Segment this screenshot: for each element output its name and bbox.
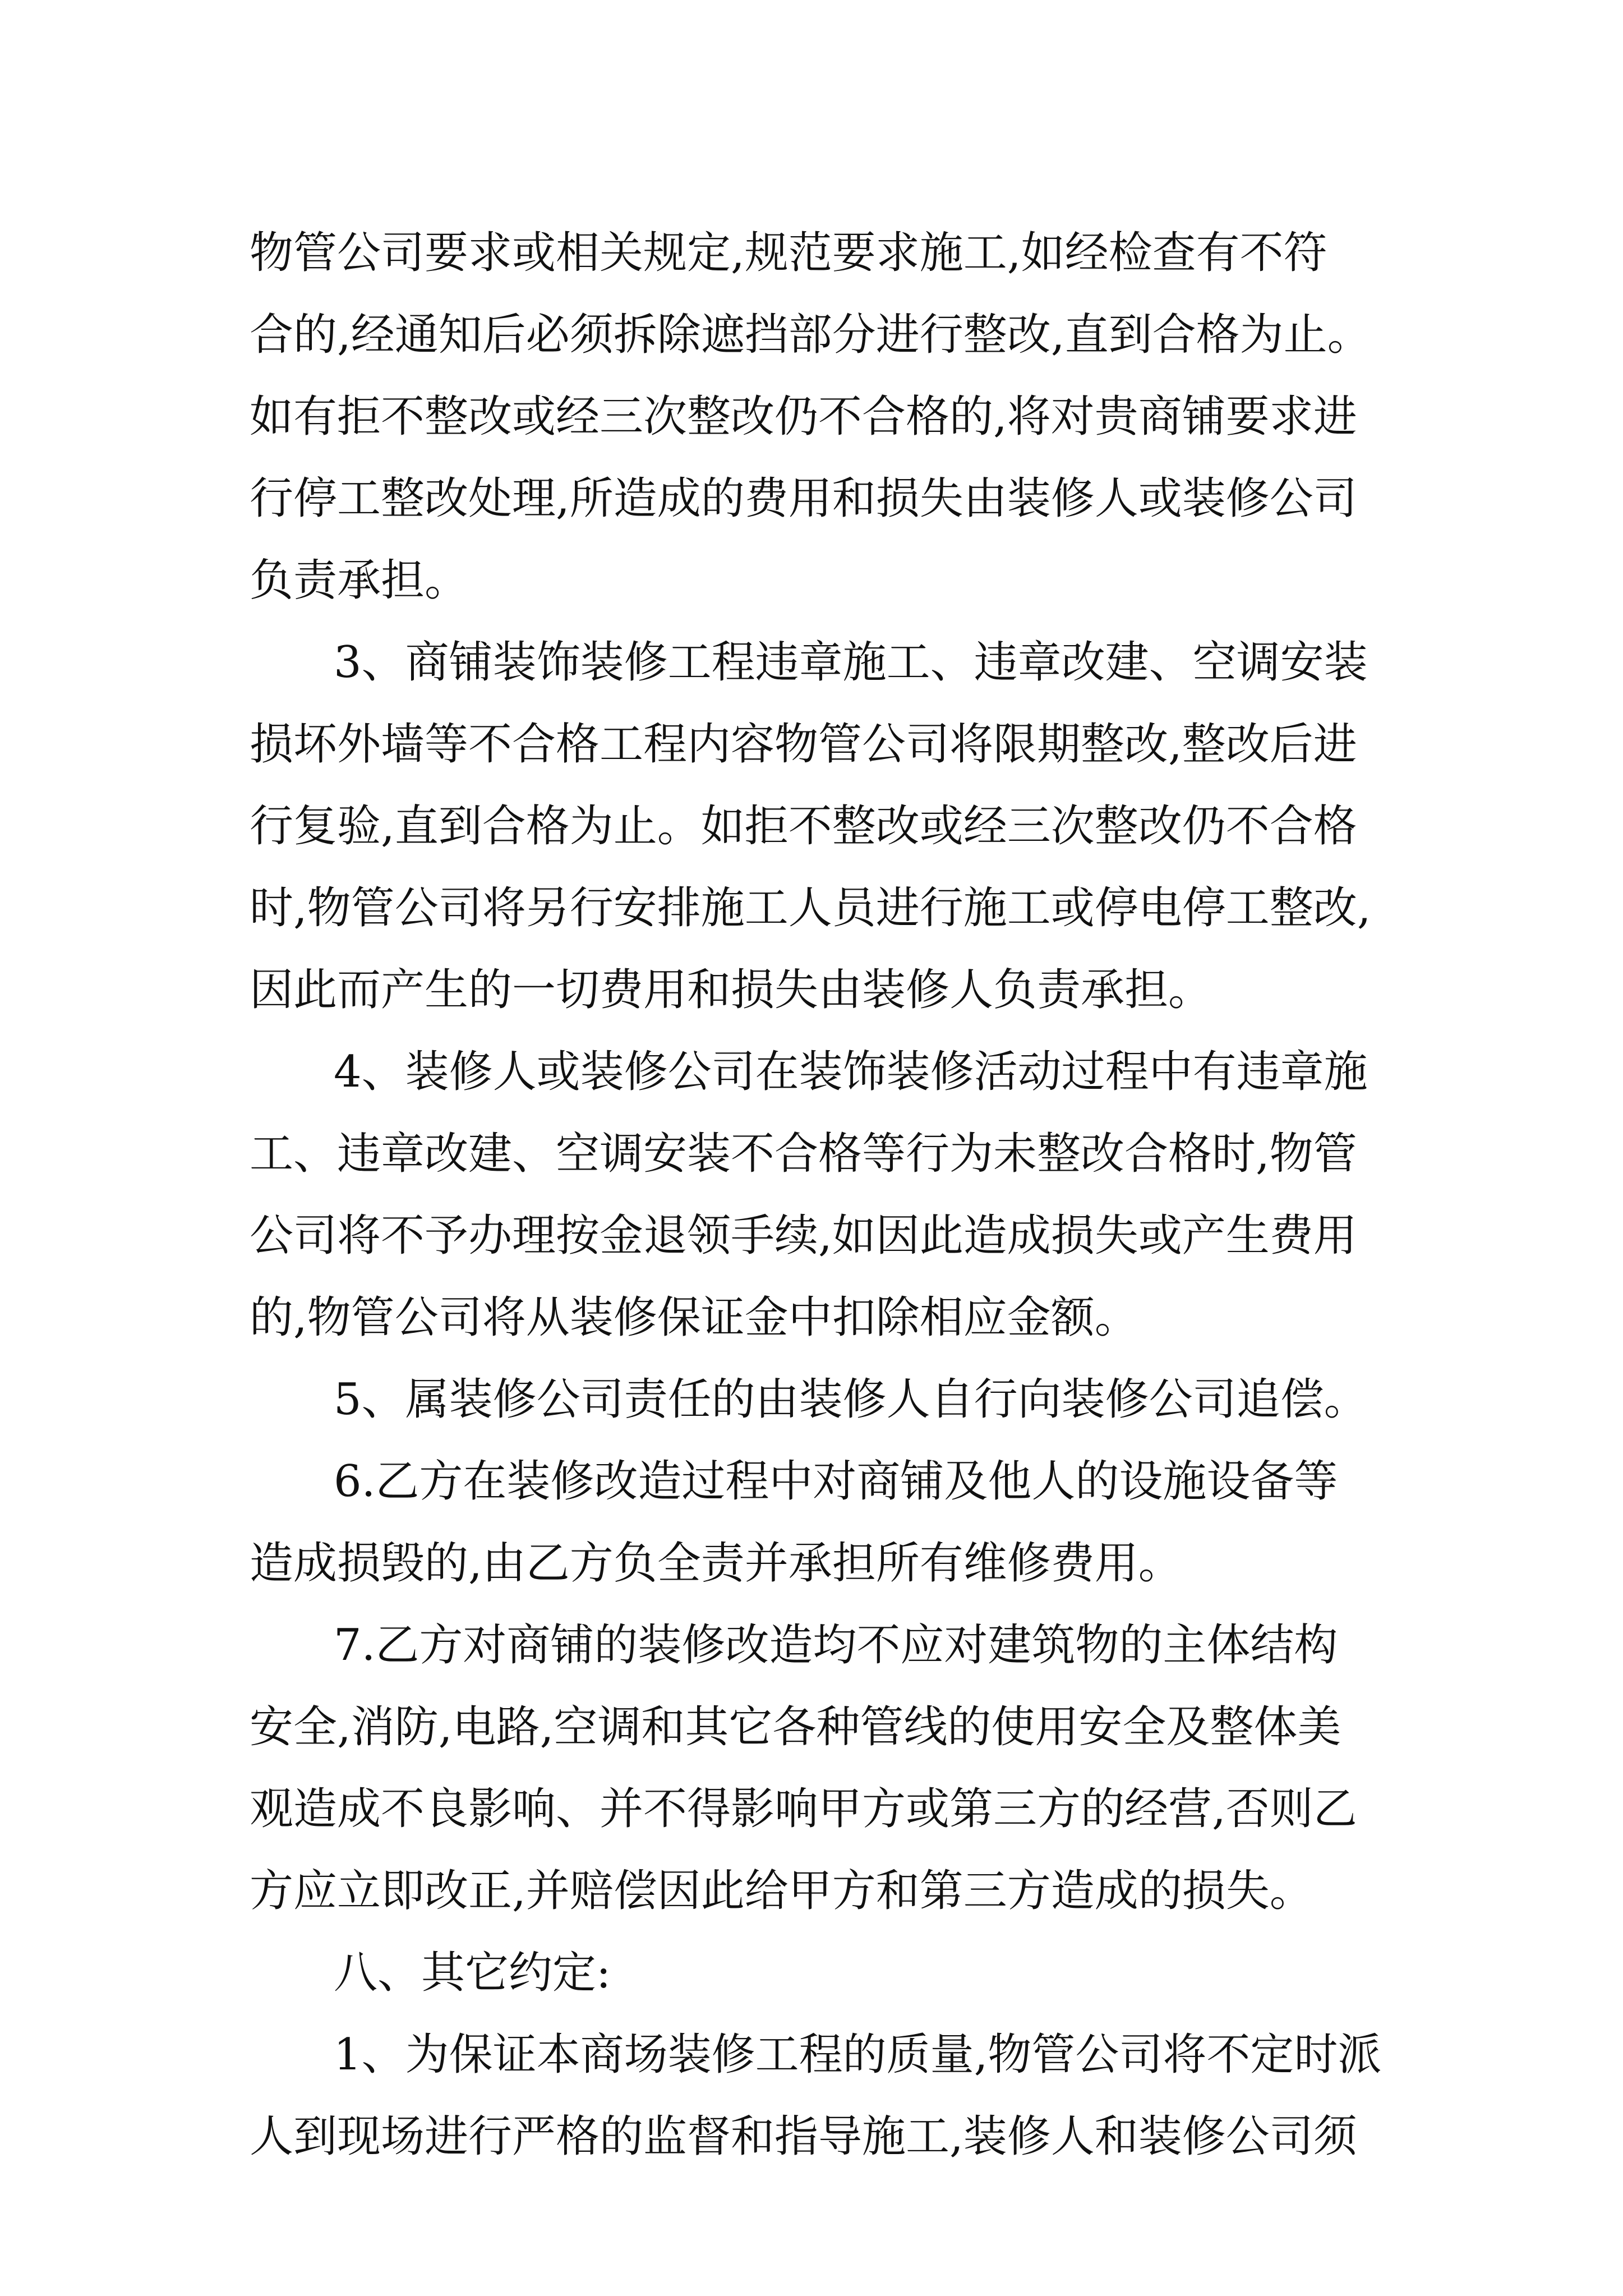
paragraph-start-line: 7.乙方对商铺的装修改造均不应对建筑物的主体结构 — [334, 1620, 1338, 1671]
text-line: 公司将不予办理按金退领手续,如因此造成损失或产生费用 — [250, 1211, 1357, 1261]
paragraph-start-line: 5、属装修公司责任的由装修人自行向装修公司追偿。 — [334, 1374, 1368, 1425]
text-line: 因此而产生的一切费用和损失由装修人负责承担。 — [250, 965, 1212, 1015]
text-line: 行停工整改处理,所造成的费用和损失由装修人或装修公司 — [250, 473, 1357, 524]
text-line: 方应立即改正,并赔偿因此给甲方和第三方造成的损失。 — [250, 1866, 1313, 1916]
text-line: 负责承担。 — [250, 555, 469, 606]
text-line: 时,物管公司将另行安排施工人员进行施工或停电停工整改, — [250, 883, 1371, 933]
text-line: 物管公司要求或相关规定,规范要求施工,如经检查有不符 — [250, 228, 1327, 278]
paragraph-start-line: 4、装修人或装修公司在装饰装修活动过程中有违章施 — [334, 1047, 1368, 1097]
text-line: 观造成不良影响、并不得影响甲方或第三方的经营,否则乙 — [250, 1784, 1357, 1834]
text-line: 安全,消防,电路,空调和其它各种管线的使用安全及整体美 — [250, 1702, 1341, 1752]
text-line: 工、违章改建、空调安装不合格等行为未整改合格时,物管 — [250, 1129, 1357, 1179]
paragraph-start-line: 3、商铺装饰装修工程违章施工、违章改建、空调安装 — [334, 637, 1368, 688]
text-line: 合的,经通知后必须拆除遮挡部分进行整改,直到合格为止。 — [250, 310, 1371, 360]
document-body — [250, 212, 1424, 2178]
text-line: 的,物管公司将从装修保证金中扣除相应金额。 — [250, 1292, 1138, 1343]
paragraph-start-line: 6.乙方在装修改造过程中对商铺及他人的设施设备等 — [334, 1456, 1338, 1507]
text-line: 人到现场进行严格的监督和指导施工,装修人和装修公司须 — [250, 2111, 1357, 2162]
text-line: 造成损毁的,由乙方负全责并承担所有维修费用。 — [250, 1538, 1182, 1589]
section-heading: 八、其它约定: — [334, 1948, 611, 1998]
text-line: 行复验,直到合格为止。如拒不整改或经三次整改仍不合格 — [250, 801, 1357, 852]
text-line: 损坏外墙等不合格工程内容物管公司将限期整改,整改后进 — [250, 719, 1357, 770]
paragraph-start-line: 1、为保证本商场装修工程的质量,物管公司将不定时派 — [334, 2030, 1382, 2080]
text-line: 如有拒不整改或经三次整改仍不合格的,将对贵商铺要求进 — [250, 392, 1357, 442]
